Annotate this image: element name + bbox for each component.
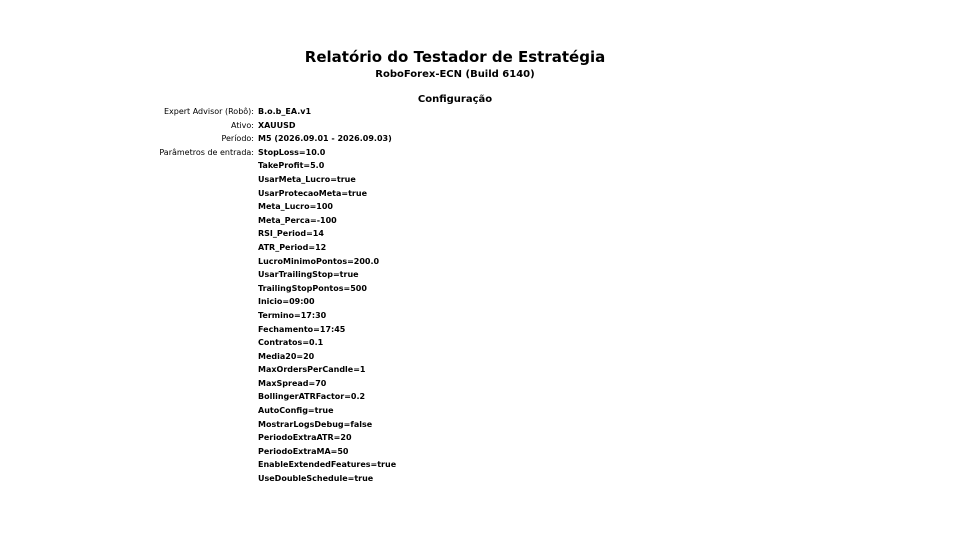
parameter-value: BollingerATRFactor=0.2 <box>258 392 366 402</box>
config-row-parameter <box>0 377 396 391</box>
parameter-value: PeriodoExtraATR=20 <box>258 433 352 443</box>
config-label <box>0 214 258 228</box>
config-label <box>0 159 258 173</box>
config-label <box>0 390 258 404</box>
config-row-parameter <box>0 431 396 445</box>
config-label <box>0 404 258 418</box>
config-label <box>0 200 258 214</box>
config-row-parameter <box>0 268 396 282</box>
config-row-parameter <box>0 363 396 377</box>
config-label <box>0 227 258 241</box>
report-title: Relatório do Testador de Estratégia <box>304 48 606 66</box>
report-subtitle: RoboForex-ECN (Build 6140) <box>375 69 535 80</box>
config-label <box>0 173 258 187</box>
config-label <box>0 445 258 459</box>
parameter-value: Meta_Perca=-100 <box>258 215 337 225</box>
config-label <box>0 472 258 486</box>
config-row-period <box>0 132 396 146</box>
parameter-value: ATR_Period=12 <box>258 242 327 252</box>
parameter-value: TakeProfit=5.0 <box>258 161 325 171</box>
parameter-value: Meta_Lucro=100 <box>258 202 333 212</box>
config-row-parameter <box>0 404 396 418</box>
configuration-table <box>0 105 396 486</box>
parameter-value: PeriodoExtraMA=50 <box>258 446 349 456</box>
configuration-table-body <box>0 105 396 486</box>
config-row-parameter <box>0 390 396 404</box>
config-label <box>0 350 258 364</box>
config-value: M5 (2026.09.01 - 2026.09.03) <box>258 134 392 144</box>
config-label <box>0 309 258 323</box>
config-label <box>0 295 258 309</box>
parameter-value: Inicio=09:00 <box>258 297 315 307</box>
config-row-parameter <box>0 146 396 160</box>
parameter-value: Termino=17:30 <box>258 310 327 320</box>
parameter-value: MaxSpread=70 <box>258 378 327 388</box>
config-row-parameter <box>0 350 396 364</box>
config-value: XAUUSD <box>258 120 296 130</box>
parameter-value: AutoConfig=true <box>258 406 334 416</box>
config-label: Ativo: <box>230 120 254 130</box>
parameter-value: UsarProtecaoMeta=true <box>258 188 367 198</box>
parameter-value: EnableExtendedFeatures=true <box>258 460 397 470</box>
config-label <box>0 187 258 201</box>
config-label <box>0 255 258 269</box>
parameter-value: MaxOrdersPerCandle=1 <box>258 365 366 375</box>
config-row-parameter <box>0 309 396 323</box>
config-label <box>0 431 258 445</box>
parameter-value: UseDoubleSchedule=true <box>258 474 374 484</box>
config-row-parameter <box>0 336 396 350</box>
config-row-parameter <box>0 159 396 173</box>
config-value: B.o.b_EA.v1 <box>258 107 312 116</box>
parameter-value: Fechamento=17:45 <box>258 324 346 334</box>
config-row-expert-advisor <box>0 105 396 119</box>
config-row-parameter <box>0 200 396 214</box>
parameter-value: Media20=20 <box>258 351 315 361</box>
config-row-parameter <box>0 227 396 241</box>
config-label <box>0 323 258 337</box>
config-label <box>0 458 258 472</box>
config-label <box>0 241 258 255</box>
config-row-parameter <box>0 472 396 486</box>
config-label <box>0 336 258 350</box>
parameter-value: Contratos=0.1 <box>258 338 324 348</box>
parameter-value: MostrarLogsDebug=false <box>258 419 373 429</box>
config-label <box>0 282 258 296</box>
parameter-value: UsarMeta_Lucro=true <box>258 174 356 184</box>
config-label: Expert Advisor (Robô): <box>163 107 254 116</box>
config-label <box>0 363 258 377</box>
config-label <box>0 377 258 391</box>
config-row-parameter <box>0 282 396 296</box>
config-row-parameter <box>0 295 396 309</box>
parameter-value: RSI_Period=14 <box>258 229 324 239</box>
section-heading-configuration: Configuração <box>417 94 493 105</box>
config-row-parameter <box>0 187 396 201</box>
config-label <box>0 418 258 432</box>
config-row-parameter <box>0 445 396 459</box>
config-row-parameter <box>0 241 396 255</box>
parameter-value: UsarTrailingStop=true <box>258 270 359 280</box>
config-label: Parâmetros de entrada: <box>159 147 254 157</box>
config-row-parameter <box>0 418 396 432</box>
parameter-value: LucroMinimoPontos=200.0 <box>258 256 380 266</box>
config-row-symbol <box>0 119 396 133</box>
config-row-parameter <box>0 214 396 228</box>
config-row-parameter <box>0 173 396 187</box>
config-row-parameter <box>0 323 396 337</box>
config-label: Período: <box>221 134 254 144</box>
config-row-parameter <box>0 255 396 269</box>
config-label <box>0 268 258 282</box>
parameter-value: StopLoss=10.0 <box>258 147 326 157</box>
parameter-value: TrailingStopPontos=500 <box>258 283 367 293</box>
config-row-parameter <box>0 458 396 472</box>
